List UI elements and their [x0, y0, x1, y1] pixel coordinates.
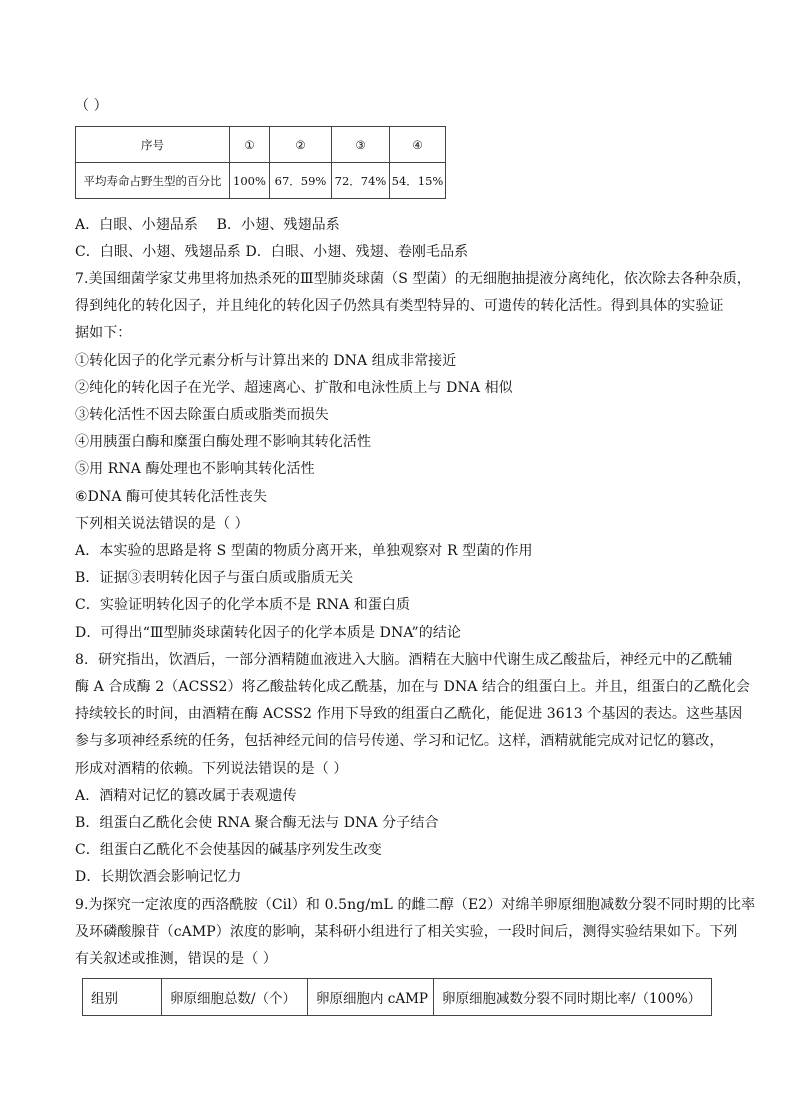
table-cell: 54．15%	[390, 163, 446, 199]
q8-option-c: C．组蛋白乙酰化不会使基因的碱基序列发生改变	[75, 842, 382, 858]
q8-stem-line: 8．研究指出，饮酒后，一部分酒精随血液进入大脑。酒精在大脑中代谢生成乙酸盐后，神经元中的乙酰辅	[75, 652, 733, 668]
q7-option-d: D．可得出“Ⅲ型肺炎球菌转化因子的化学本质是 DNA”的结论	[75, 625, 462, 641]
q8-stem-line: 形成对酒精的依赖。下列说法错误的是（ ）	[75, 761, 348, 777]
q6-options-cd: C．白眼、小翅、残翅品系 D．白眼、小翅、残翅、卷刚毛品系	[75, 244, 469, 260]
table-header-cell: 卵原细胞总数/（个）	[162, 979, 308, 1016]
q8-stem-line: 持续较长的时间，由酒精在酶 ACSS2 作用下导致的组蛋白乙酰化，能促进 3613 个基因的表达。这些基因	[75, 706, 743, 722]
table-cell: ④	[390, 127, 446, 163]
table-cell: 67．59%	[270, 163, 332, 199]
lifespan-table	[75, 126, 446, 199]
q8-stem-line: 参与多项神经系统的任务，包括神经元间的信号传递、学习和记忆。这样，酒精就能完成对记忆的篡改，	[75, 733, 724, 749]
table-header-cell: 卵原细胞内 cAMP	[308, 979, 434, 1016]
table-cell: 72．74%	[332, 163, 390, 199]
q8-option-b: B．组蛋白乙酰化会使 RNA 聚合酶无法与 DNA 分子结合	[75, 815, 439, 831]
table-header-cell: 卵原细胞减数分裂不同时期比率/（100%）	[434, 979, 712, 1016]
q7-option-c: C．实验证明转化因子的化学本质不是 RNA 和蛋白质	[75, 597, 411, 613]
table-cell: ①	[230, 127, 270, 163]
q7-option-b: B．证据③表明转化因子与蛋白质或脂质无关	[75, 570, 354, 586]
table-cell: 100%	[230, 163, 270, 199]
q9-results-table	[82, 978, 712, 1016]
answer-bracket: （ ）	[75, 98, 108, 114]
table-cell: 序号	[76, 127, 230, 163]
table-cell: ②	[270, 127, 332, 163]
q7-question: 下列相关说法错误的是（ ）	[75, 516, 249, 532]
q7-evidence-item: ①转化因子的化学元素分析与计算出来的 DNA 组成非常接近	[75, 353, 457, 369]
q7-option-a: A．本实验的思路是将 S 型菌的物质分离开来，单独观察对 R 型菌的作用	[75, 543, 533, 559]
q7-stem-line: 据如下：	[75, 325, 132, 341]
q7-evidence-item: ⑤用 RNA 酶处理也不影响其转化活性	[75, 461, 315, 477]
table-header-cell: 组别	[83, 979, 162, 1016]
q7-evidence-item: ③转化活性不因去除蛋白质或脂类而损失	[75, 407, 329, 423]
q7-evidence-item: ④用胰蛋白酶和糜蛋白酶处理不影响其转化活性	[75, 434, 372, 450]
table-row	[76, 127, 446, 163]
q9-stem-line: 及环磷酸腺苷（cAMP）浓度的影响，某科研小组进行了相关实验，一段时间后，测得实验结果如下。下列	[75, 924, 738, 940]
table-header-row	[83, 979, 712, 1016]
q6-options-ab: A．白眼、小翅品系 B．小翅、残翅品系	[75, 217, 340, 233]
q7-stem-line: 7.美国细菌学家艾弗里将加热杀死的Ⅲ型肺炎球菌（S 型菌）的无细胞抽提液分离纯化，依次除去各种杂质，	[75, 271, 751, 287]
q9-stem-line: 有关叙述或推测，错误的是（ ）	[75, 951, 277, 967]
q8-option-a: A．酒精对记忆的篡改属于表观遗传	[75, 788, 297, 804]
q7-evidence-item: ⑥DNA 酶可使其转化活性丧失	[75, 489, 268, 505]
q7-stem-line: 得到纯化的转化因子，并且纯化的转化因子仍然具有类型特异的、可遗传的转化活性。得到具体的实验证	[75, 298, 724, 314]
q9-stem-line: 9.为探究一定浓度的西洛酰胺（Cil）和 0.5ng/mL 的雌二醇（E2）对绵羊卵原细胞减数分裂不同时期的比率	[75, 897, 756, 913]
q8-option-d: D．长期饮酒会影响记忆力	[75, 869, 242, 885]
q7-evidence-item: ②纯化的转化因子在光学、超速离心、扩散和电泳性质上与 DNA 相似	[75, 380, 513, 396]
q8-stem-line: 酶 A 合成酶 2（ACSS2）将乙酸盐转化成乙酰基，加在与 DNA 结合的组蛋白上。并且，组蛋白的乙酰化会	[75, 679, 750, 695]
table-row	[76, 163, 446, 199]
table-cell: ③	[332, 127, 390, 163]
table-cell: 平均寿命占野生型的百分比	[76, 163, 230, 199]
